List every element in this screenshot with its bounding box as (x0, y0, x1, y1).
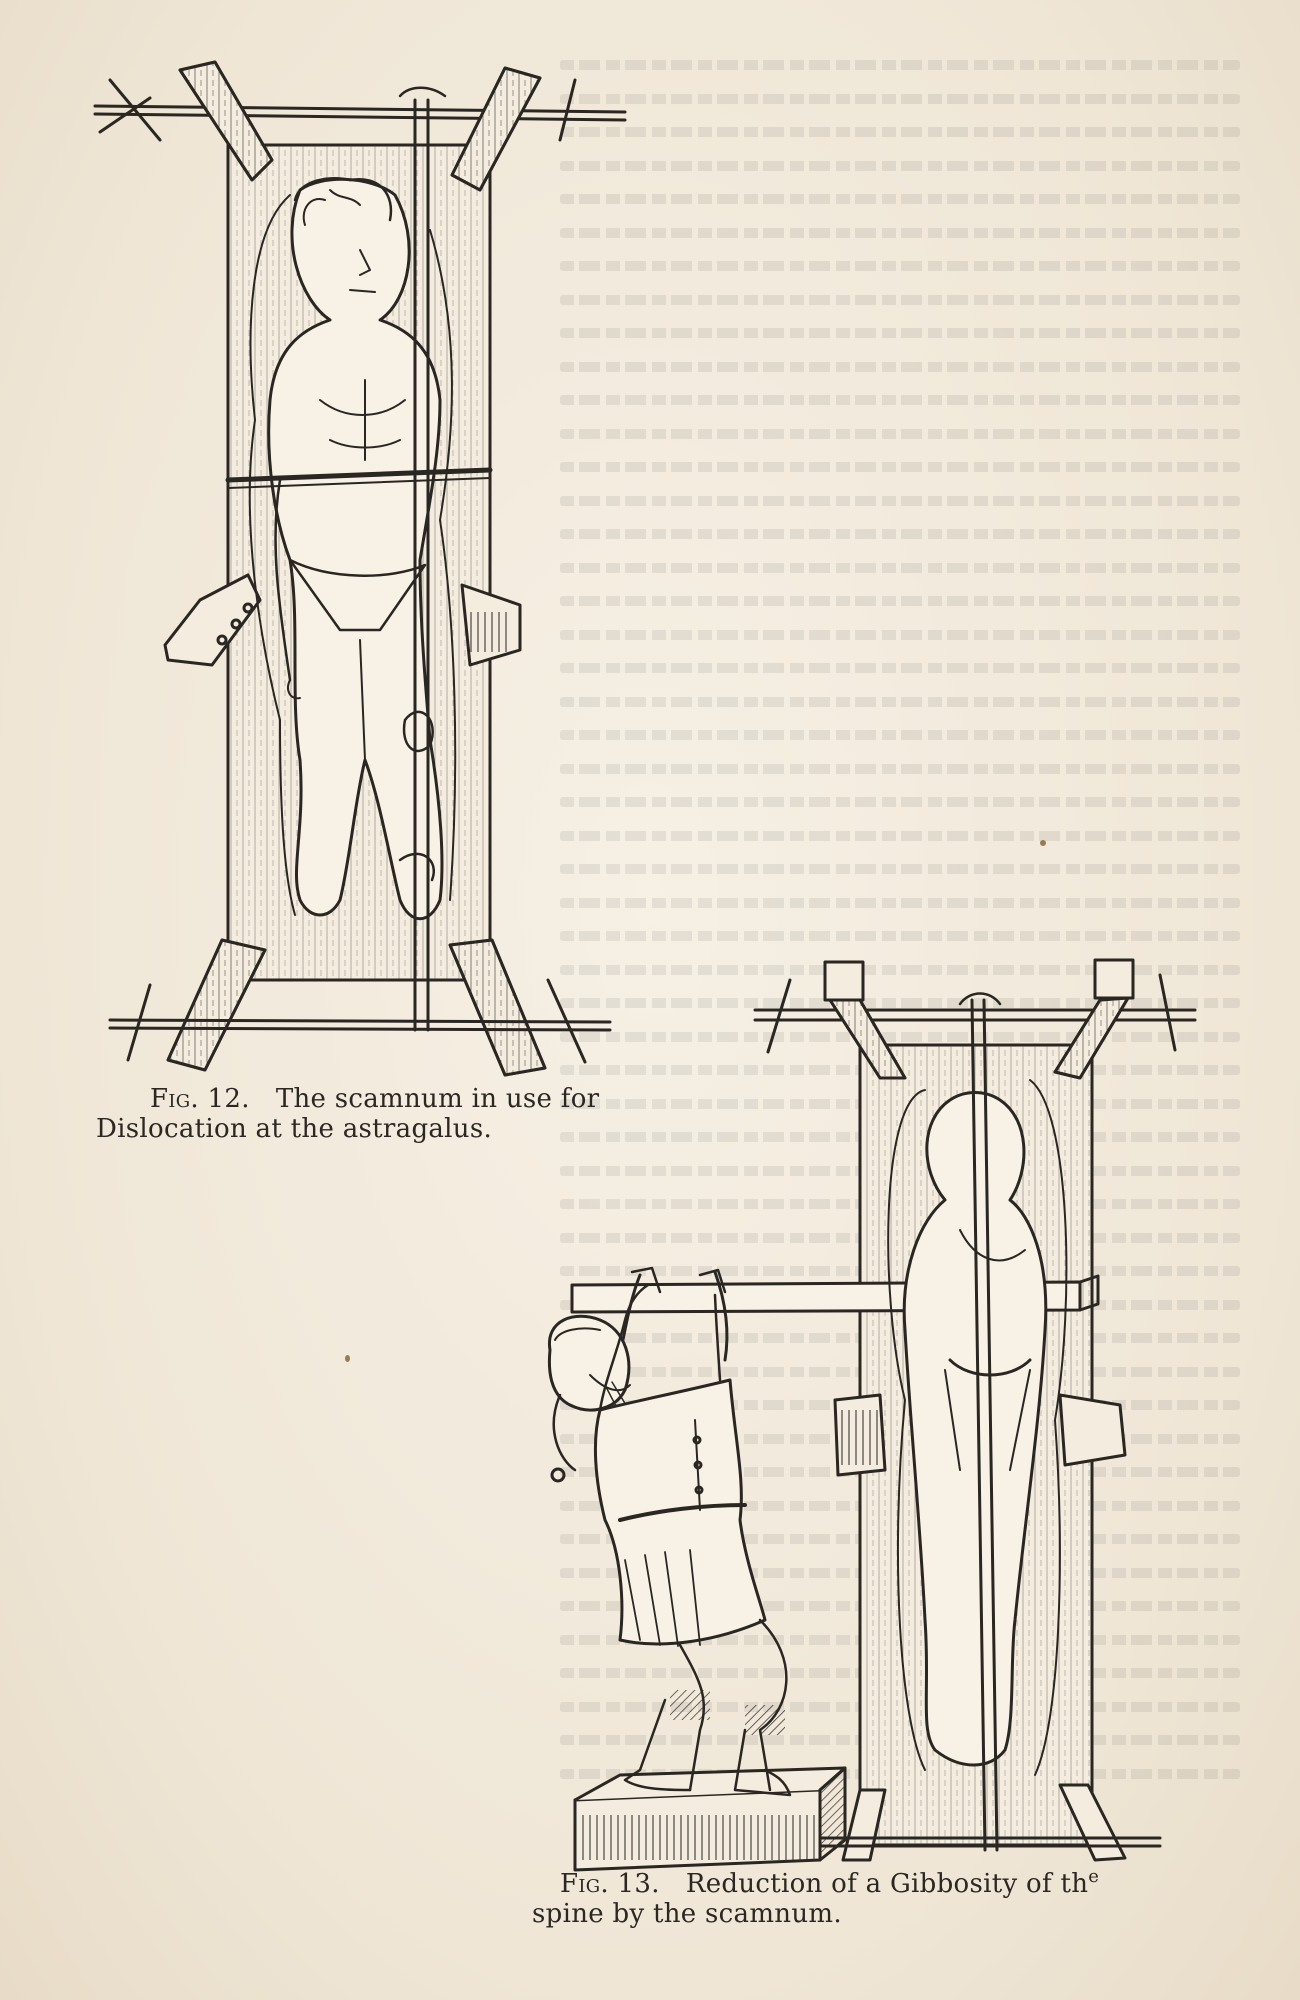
figure-13-caption-line-2: spine by the scamnum. (532, 1899, 842, 1929)
figure-13-label: Fig. 13. (560, 1869, 660, 1899)
figure-13-caption-superscript: e (1088, 1866, 1100, 1887)
figure-12-caption-line-1: The scamnum in use for (275, 1084, 600, 1114)
figure-12-label: Fig. 12. (150, 1084, 250, 1114)
paper-speck (345, 1355, 350, 1362)
figure-12-caption-line-2: Dislocation at the astragalus. (96, 1114, 493, 1144)
figure-13-caption-line-1: Reduction of a Gibbosity of th (685, 1869, 1089, 1899)
figure-12-caption (96, 1084, 656, 1144)
paper-speck (1040, 840, 1046, 846)
figure-13-caption (532, 1862, 1232, 1929)
